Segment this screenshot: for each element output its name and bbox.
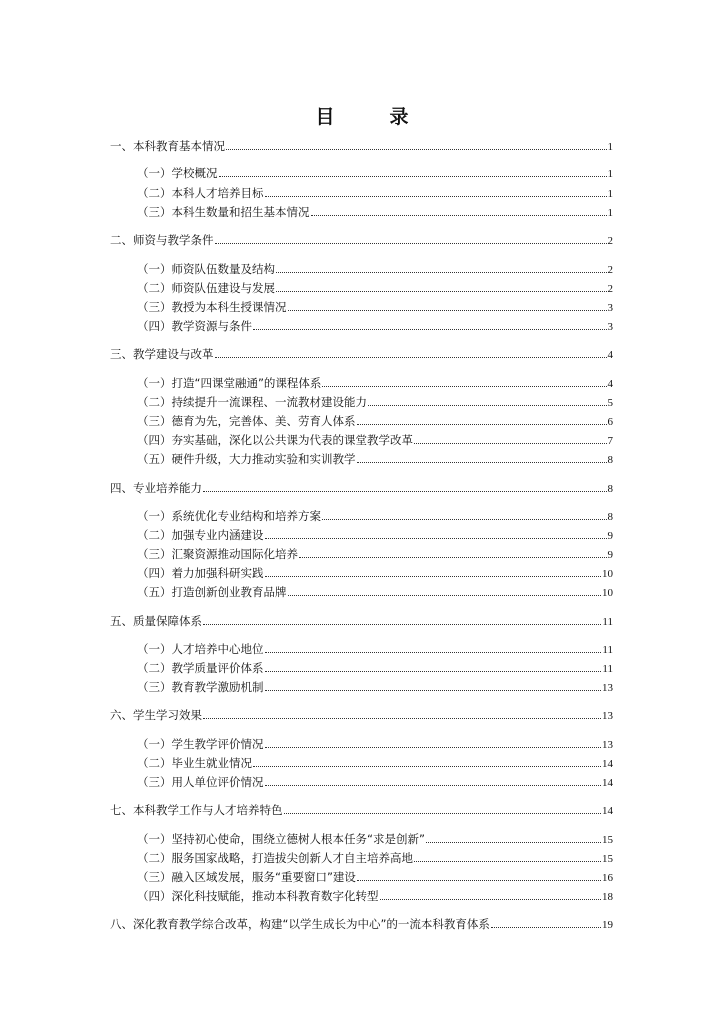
leader-dots bbox=[276, 291, 607, 292]
toc-entry[interactable] bbox=[110, 916, 613, 933]
toc-entry-text: （三）融入区域发展，服务“重要窗口”建设 bbox=[137, 870, 356, 884]
toc-entry-text: （四）着力加强科研实践 bbox=[137, 566, 264, 580]
toc-entry[interactable] bbox=[137, 546, 613, 563]
toc-entry-text: （一）师资队伍数量及结构 bbox=[137, 262, 275, 276]
leader-dots bbox=[265, 671, 602, 672]
toc-entry[interactable] bbox=[110, 232, 613, 249]
toc-entry[interactable] bbox=[137, 165, 613, 182]
toc-entry-page: 1 bbox=[607, 141, 613, 153]
toc-entry[interactable] bbox=[137, 280, 613, 297]
toc-entry[interactable] bbox=[137, 736, 613, 753]
toc-entry-page: 14 bbox=[602, 758, 613, 770]
leader-dots bbox=[219, 176, 607, 177]
toc-entry-text: （二）加强专业内涵建设 bbox=[137, 528, 264, 542]
toc-entry-page: 11 bbox=[602, 644, 613, 656]
toc-entry-page: 4 bbox=[607, 349, 613, 361]
toc-entry-text: 二、师资与教学条件 bbox=[110, 233, 214, 247]
toc-entry[interactable] bbox=[137, 413, 613, 430]
leader-dots bbox=[215, 357, 607, 358]
toc-entry[interactable] bbox=[137, 774, 613, 791]
leader-dots bbox=[368, 405, 607, 406]
toc-entry[interactable] bbox=[137, 299, 613, 316]
toc-entry-text: （三）教授为本科生授课情况 bbox=[137, 300, 287, 314]
toc-entry-page: 13 bbox=[602, 710, 613, 722]
leader-dots bbox=[265, 652, 602, 653]
leader-dots bbox=[288, 310, 607, 311]
toc-entry[interactable] bbox=[137, 831, 613, 848]
toc-entry-page: 5 bbox=[607, 397, 613, 409]
toc-entry[interactable] bbox=[137, 850, 613, 867]
toc-entry-page: 13 bbox=[602, 682, 613, 694]
toc-entry-text: 四、专业培养能力 bbox=[110, 481, 202, 495]
toc-entry[interactable] bbox=[137, 869, 613, 886]
toc-entry[interactable] bbox=[137, 185, 613, 202]
leader-dots bbox=[203, 624, 601, 625]
toc-entry-text: 五、质量保障体系 bbox=[110, 614, 202, 628]
toc-entry-page: 2 bbox=[607, 264, 613, 276]
toc-entry[interactable] bbox=[137, 660, 613, 677]
leader-dots bbox=[265, 690, 602, 691]
toc-entry-text: （三）用人单位评价情况 bbox=[137, 775, 264, 789]
toc-entry[interactable] bbox=[137, 641, 613, 658]
toc-entry-page: 9 bbox=[607, 530, 613, 542]
toc-entry-page: 15 bbox=[602, 834, 613, 846]
toc-entry-text: （一）系统优化专业结构和培养方案 bbox=[137, 509, 321, 523]
toc-entry-text: （五）打造创新创业教育品牌 bbox=[137, 585, 287, 599]
toc-entry[interactable] bbox=[110, 480, 613, 497]
leader-dots bbox=[253, 329, 607, 330]
toc-entry-page: 3 bbox=[607, 302, 613, 314]
leader-dots bbox=[357, 880, 601, 881]
toc-entry-text: （三）汇聚资源推动国际化培养 bbox=[137, 547, 298, 561]
toc-entry-text: （四）教学资源与条件 bbox=[137, 319, 252, 333]
leader-dots bbox=[265, 538, 607, 539]
leader-dots bbox=[265, 747, 602, 748]
leader-dots bbox=[215, 243, 607, 244]
leader-dots bbox=[265, 785, 602, 786]
toc-entry-page: 9 bbox=[607, 549, 613, 561]
toc-entry-page: 10 bbox=[602, 568, 613, 580]
toc-entry-text: （三）本科生数量和招生基本情况 bbox=[137, 205, 310, 219]
toc-entry-page: 11 bbox=[602, 616, 613, 628]
toc-entry-page: 18 bbox=[602, 891, 613, 903]
toc-entry[interactable] bbox=[110, 346, 613, 363]
toc-entry-text: 七、本科教学工作与人才培养特色 bbox=[110, 803, 283, 817]
toc-entry[interactable] bbox=[137, 508, 613, 525]
leader-dots bbox=[491, 927, 601, 928]
toc-entry[interactable] bbox=[137, 565, 613, 582]
toc-entry-text: （四）夯实基础，深化以公共课为代表的课堂教学改革 bbox=[137, 433, 413, 447]
toc-entry-text: （五）硬件升级，大力推动实验和实训教学 bbox=[137, 452, 356, 466]
toc-entry-page: 14 bbox=[602, 777, 613, 789]
toc-entry-page: 11 bbox=[602, 663, 613, 675]
toc-entry-text: 一、本科教育基本情况 bbox=[110, 139, 225, 153]
toc-entry[interactable] bbox=[137, 204, 613, 221]
leader-dots bbox=[322, 519, 607, 520]
toc-entry[interactable] bbox=[137, 527, 613, 544]
toc-entry-page: 2 bbox=[607, 283, 613, 295]
toc-entry-text: （二）毕业生就业情况 bbox=[137, 756, 252, 770]
toc-entry-page: 2 bbox=[607, 235, 613, 247]
toc-entry[interactable] bbox=[110, 613, 613, 630]
toc-entry[interactable] bbox=[110, 707, 613, 724]
leader-dots bbox=[288, 595, 602, 596]
toc-entry-page: 1 bbox=[607, 168, 613, 180]
toc-entry-page: 4 bbox=[607, 378, 613, 390]
toc-entry[interactable] bbox=[137, 375, 613, 392]
leader-dots bbox=[265, 196, 607, 197]
leader-dots bbox=[253, 766, 601, 767]
toc-entry[interactable] bbox=[137, 432, 613, 449]
leader-dots bbox=[276, 272, 607, 273]
toc-entry[interactable] bbox=[137, 679, 613, 696]
toc-entry[interactable] bbox=[137, 755, 613, 772]
toc-entry-text: （二）持续提升一流课程、一流教材建设能力 bbox=[137, 395, 367, 409]
leader-dots bbox=[299, 557, 607, 558]
toc-entry-text: （二）本科人才培养目标 bbox=[137, 186, 264, 200]
leader-dots bbox=[311, 215, 607, 216]
toc-entry[interactable] bbox=[110, 802, 613, 819]
toc-entry-page: 8 bbox=[607, 454, 613, 466]
toc-entry-text: 八、深化教育教学综合改革，构建“以学生成长为中心”的一流本科教育体系 bbox=[110, 917, 490, 931]
toc-entry-text: （一）学校概况 bbox=[137, 166, 218, 180]
leader-dots bbox=[226, 149, 607, 150]
toc-entry[interactable] bbox=[110, 138, 613, 155]
leader-dots bbox=[203, 491, 607, 492]
toc-entry-page: 8 bbox=[607, 483, 613, 495]
toc-entry-text: （二）师资队伍建设与发展 bbox=[137, 281, 275, 295]
toc-entry-text: 六、学生学习效果 bbox=[110, 708, 202, 722]
leader-dots bbox=[357, 462, 607, 463]
toc-entry-page: 3 bbox=[607, 321, 613, 333]
toc-entry-page: 13 bbox=[602, 739, 613, 751]
leader-dots bbox=[322, 386, 606, 387]
leader-dots bbox=[357, 424, 607, 425]
leader-dots bbox=[426, 842, 601, 843]
leader-dots bbox=[265, 576, 602, 577]
toc-entry[interactable] bbox=[137, 584, 613, 601]
toc-entry-text: （二）教学质量评价体系 bbox=[137, 661, 264, 675]
leader-dots bbox=[414, 443, 607, 444]
toc-entry[interactable] bbox=[137, 451, 613, 468]
toc-entry-text: （一）人才培养中心地位 bbox=[137, 642, 264, 656]
toc-entry-text: （三）德育为先，完善体、美、劳育人体系 bbox=[137, 414, 356, 428]
toc-entry-page: 1 bbox=[607, 207, 613, 219]
toc-entry-page: 16 bbox=[602, 872, 613, 884]
page-title: 目 录 bbox=[315, 106, 427, 128]
toc-entry-text: （一）坚持初心使命，围绕立德树人根本任务“求是创新” bbox=[137, 832, 425, 846]
toc-entry[interactable] bbox=[137, 318, 613, 335]
leader-dots bbox=[284, 813, 602, 814]
toc-entry-text: （三）教育教学激励机制 bbox=[137, 680, 264, 694]
toc-entry-page: 15 bbox=[602, 853, 613, 865]
leader-dots bbox=[380, 899, 602, 900]
leader-dots bbox=[414, 861, 601, 862]
toc-entry-page: 6 bbox=[607, 416, 613, 428]
leader-dots bbox=[203, 718, 601, 719]
toc-entry-text: 三、教学建设与改革 bbox=[110, 347, 214, 361]
toc-entry[interactable] bbox=[137, 261, 613, 278]
toc-entry-page: 7 bbox=[607, 435, 613, 447]
toc-entry-page: 19 bbox=[602, 919, 613, 931]
toc-entry-page: 14 bbox=[602, 805, 613, 817]
toc-entry-text: （四）深化科技赋能，推动本科教育数字化转型 bbox=[137, 889, 379, 903]
toc-entry[interactable] bbox=[137, 394, 613, 411]
toc-entry-page: 1 bbox=[607, 188, 613, 200]
toc-entry-text: （一）打造“四课堂融通”的课程体系 bbox=[137, 376, 322, 390]
toc-entry-text: （二）服务国家战略，打造拔尖创新人才自主培养高地 bbox=[137, 851, 413, 865]
toc-entry-text: （一）学生教学评价情况 bbox=[137, 737, 264, 751]
toc-entry-page: 10 bbox=[602, 587, 613, 599]
toc-entry[interactable] bbox=[137, 888, 613, 905]
toc-entry-page: 8 bbox=[607, 511, 613, 523]
